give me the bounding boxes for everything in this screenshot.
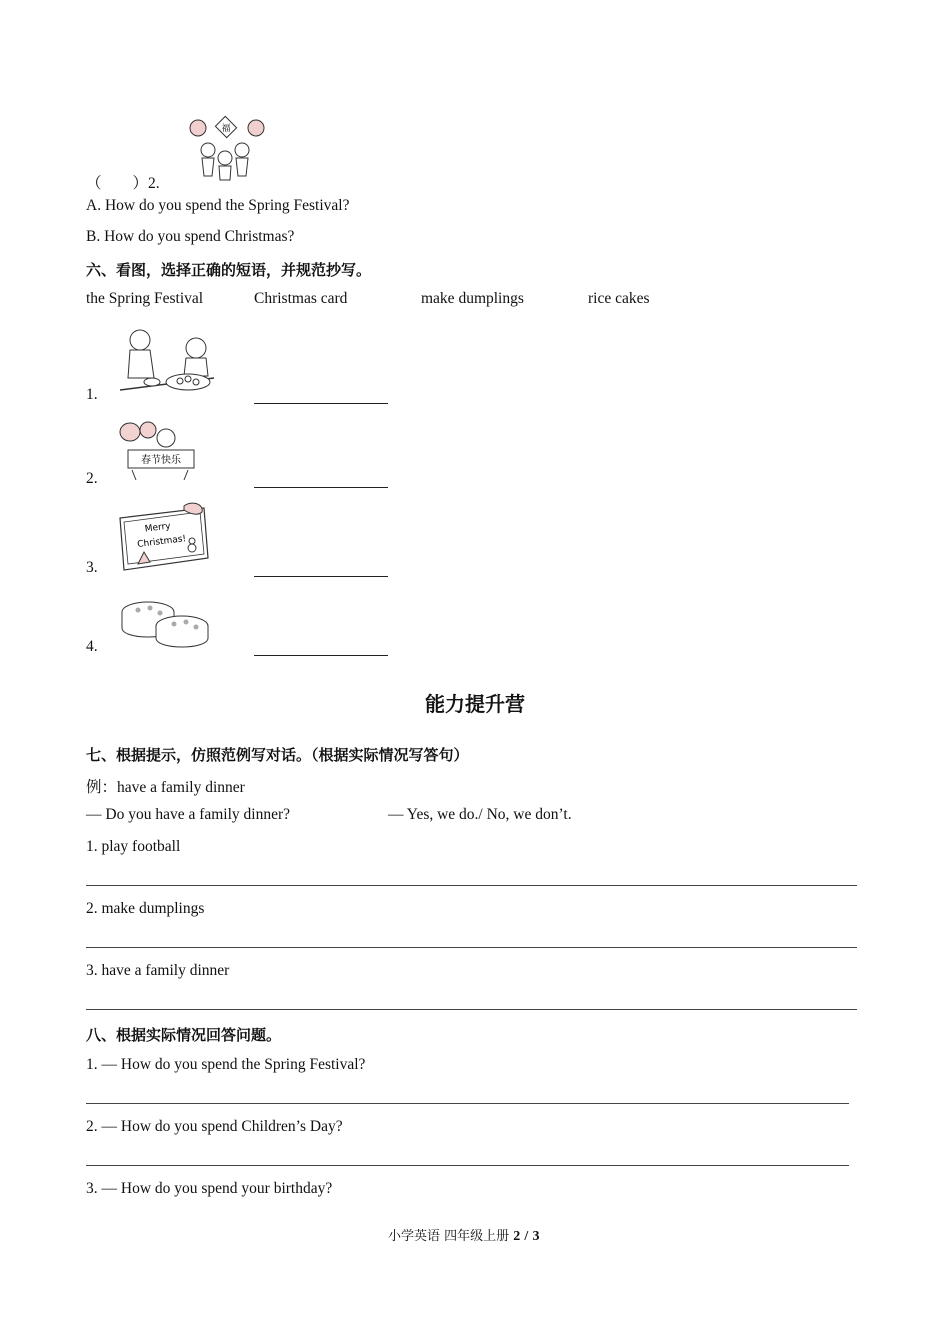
section7-heading: 七、根据提示，仿照范例写对话。（根据实际情况写答句）	[86, 746, 469, 764]
card-text-christmas: Christmas!	[136, 534, 187, 550]
question-item: 1. — How do you spend the Spring Festival?	[86, 1056, 366, 1073]
answer-blank[interactable]	[254, 576, 388, 577]
example-answer: — Yes, we do./ No, we don’t.	[388, 806, 572, 823]
answer-blank[interactable]	[254, 487, 388, 488]
phrase-option: the Spring Festival	[86, 290, 204, 307]
item-number: 1.	[86, 386, 98, 403]
phrase-option: Christmas card	[254, 290, 348, 307]
answer-blank[interactable]	[254, 403, 388, 404]
q2-number: （ ）2.	[86, 175, 160, 192]
section8-heading: 八、根据实际情况回答问题。	[86, 1026, 282, 1044]
example-label: 例：have a family dinner	[86, 779, 245, 796]
answer-blank[interactable]	[254, 655, 388, 656]
page-number: 2	[513, 1229, 521, 1244]
option-b: B. How do you spend Christmas?	[86, 228, 295, 245]
page-footer	[388, 1225, 539, 1245]
answer-line[interactable]	[86, 947, 857, 948]
prompt-item: 1. play football	[86, 838, 181, 855]
answer-line[interactable]	[86, 1103, 849, 1104]
card-text-merry: Merry	[144, 521, 172, 535]
section6-heading: 六、看图，选择正确的短语，并规范抄写。	[86, 261, 372, 279]
answer-line[interactable]	[86, 885, 857, 886]
question-item: 2. — How do you spend Children’s Day?	[86, 1118, 343, 1135]
ability-section-title: 能力提升营	[425, 692, 525, 716]
option-a: A. How do you spend the Spring Festival?	[86, 197, 350, 214]
example-question: — Do you have a family dinner?	[86, 806, 291, 823]
rice-cakes-image	[118, 598, 212, 652]
making-dumplings-image	[118, 326, 218, 398]
page-total: 3	[532, 1229, 540, 1244]
page-separator: /	[524, 1229, 529, 1244]
answer-line[interactable]	[86, 1165, 849, 1166]
item-number: 3.	[86, 559, 98, 576]
prompt-item: 3. have a family dinner	[86, 962, 230, 979]
item-number: 2.	[86, 470, 98, 487]
footer-text: 小学英语 四年级上册	[388, 1229, 510, 1244]
answer-line[interactable]	[86, 1009, 857, 1010]
item-number: 4.	[86, 638, 98, 655]
phrase-option: make dumplings	[421, 290, 524, 307]
prompt-item: 2. make dumplings	[86, 900, 205, 917]
banner-text: 春节快乐	[141, 455, 181, 466]
fu-character: 福	[221, 124, 231, 134]
spring-festival-kids-image	[186, 118, 268, 182]
christmas-card-image	[118, 502, 210, 574]
phrase-option: rice cakes	[588, 290, 650, 307]
question-item: 3. — How do you spend your birthday?	[86, 1180, 333, 1197]
spring-festival-banner-image	[118, 418, 198, 482]
